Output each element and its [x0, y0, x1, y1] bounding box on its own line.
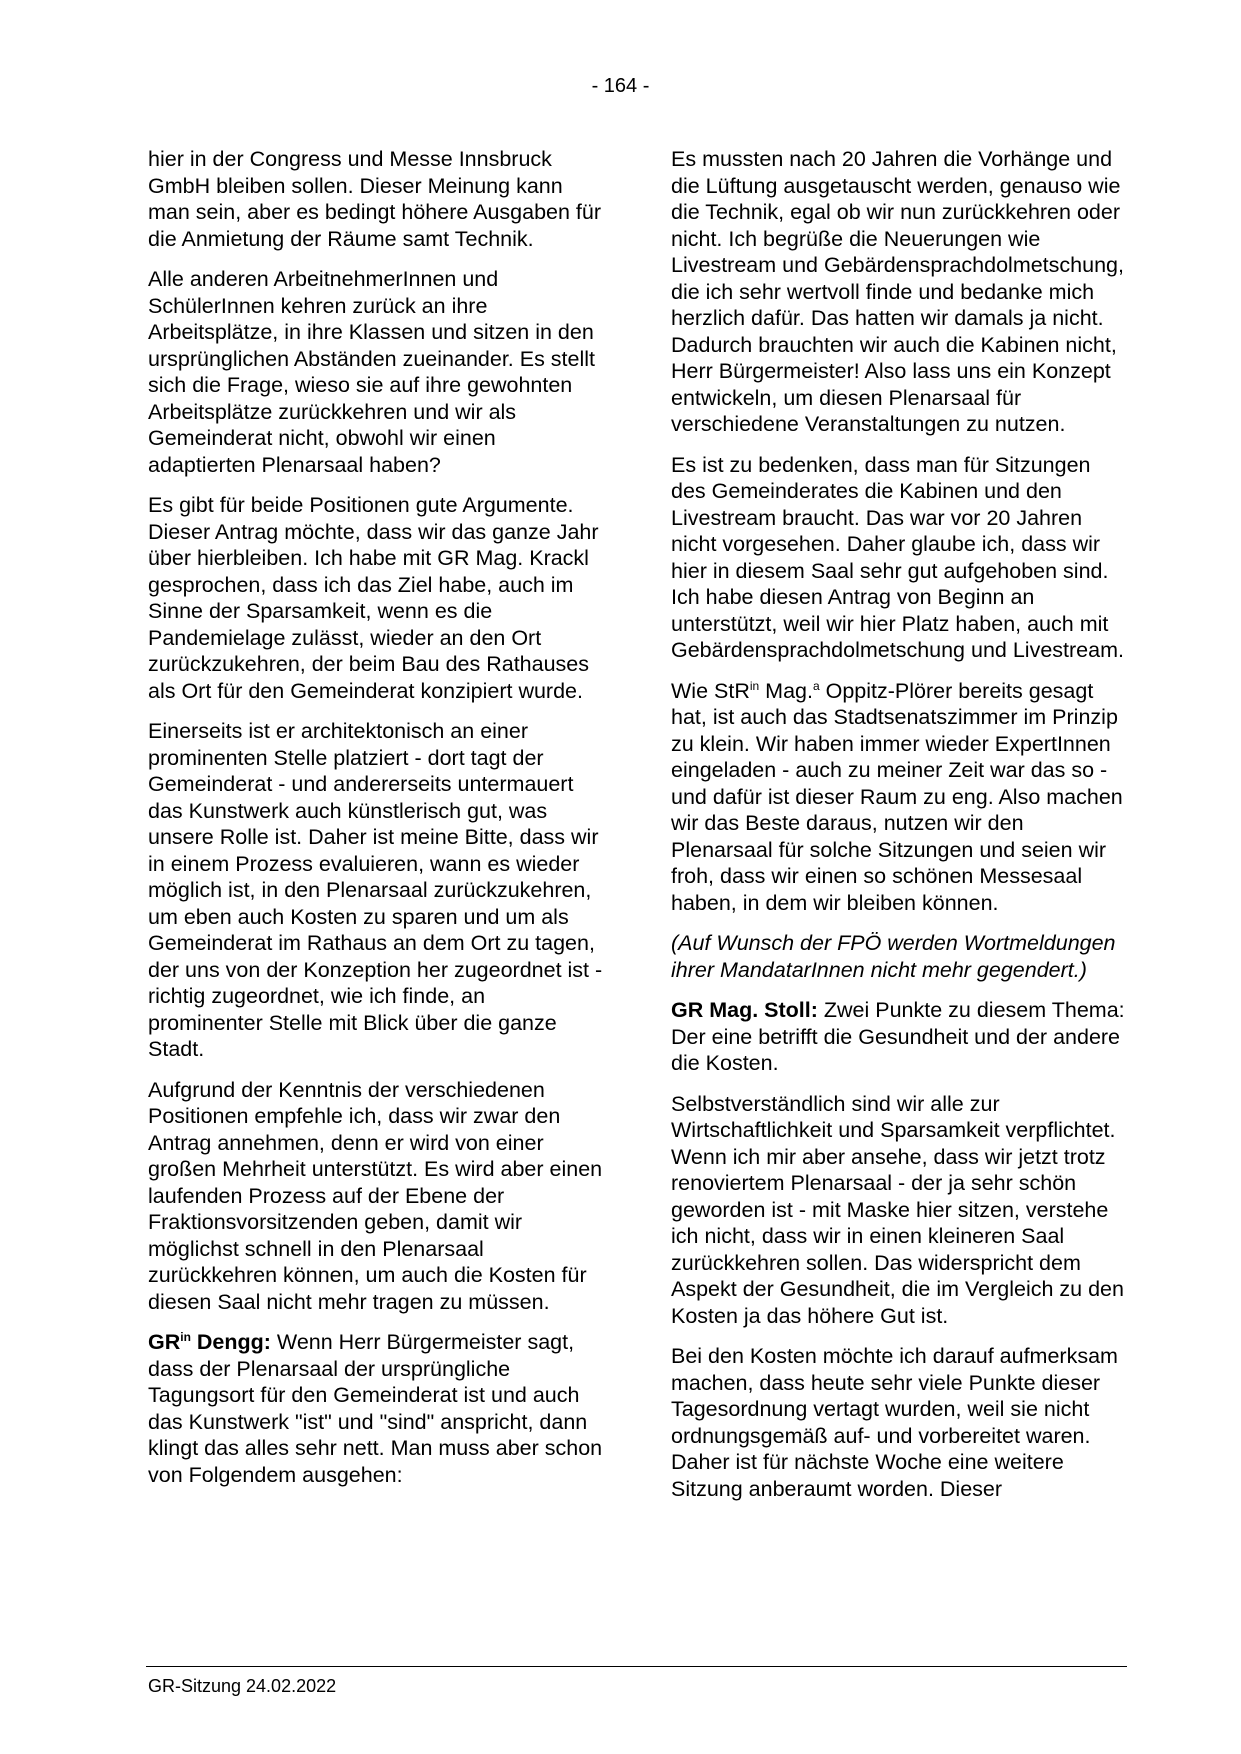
speaker-name: $GR^{in}$ Dengg:	[148, 1330, 271, 1354]
paragraph: hier in der Congress und Messe Innsbruck GmbH bleiben sollen. Dieser Meinung kann man sein, aber es bedingt höhere Ausgaben für die Anmietung der Räume samt Technik.	[148, 147, 602, 251]
paragraph: Selbstverständlich sind wir alle zur Wirtschaftlichkeit und Sparsamkeit verpflichtet. Wenn ich mir aber ansehe, dass wir jetzt trotz renoviertem Plenarsaal - der ja sehr schön geworden ist - mit Maske hier sitzen, verstehe ich nicht, dass wir in einen kleineren Saal zurückkehren sollen. Das widerspricht dem Aspekt der Gesundheit, die im Vergleich zu den Kosten ja das höhere Gut ist.	[671, 1091, 1124, 1328]
right-column	[671, 146, 1126, 1516]
speech-text: Wenn Herr Bürgermeister sagt, dass der Plenarsaal der ursprüngliche Tagungsort für den Gemeinderat ist und auch das Kunstwerk "ist" und "sind" anspricht, dann klingt das alles sehr nett. Man muss aber schon von Folgendem ausgehen:	[148, 1330, 603, 1487]
editorial-note: (Auf Wunsch der FPÖ werden Wortmeldungen ihrer MandatarInnen nicht mehr gegendert.)	[671, 931, 1116, 982]
left-column	[148, 146, 603, 1502]
paragraph: Bei den Kosten möchte ich darauf aufmerksam machen, dass heute sehr viele Punkte dieser Tagesordnung vertagt wurden, weil sie nicht ordnungsgemäß auf- und vorbereitet waren. Daher ist für nächste Woche eine weitere Sitzung anberaumt worden. Dieser	[671, 1344, 1118, 1501]
speech-stoll	[671, 997, 1126, 1077]
paragraph: Alle anderen ArbeitnehmerInnen und SchülerInnen kehren zurück an ihre Arbeitsplätze, in ihre Klassen und sitzen in den ursprünglichen Abständen zueinander. Es stellt sich die Frage, wieso sie auf ihre gewohnten Arbeitsplätze zurückkehren und wir als Gemeinderat nicht, obwohl wir einen adaptierten Plenarsaal haben?	[148, 267, 596, 477]
speech-text: Zwei Punkte zu diesem Thema: Der eine betrifft die Gesundheit und der andere die Kosten.	[671, 998, 1125, 1075]
paragraph: Es gibt für beide Positionen gute Argumente. Dieser Antrag möchte, dass wir das ganze Jahr über hierbleiben. Ich habe mit GR Mag. Krackl gesprochen, dass ich das Ziel habe, auch im Sinne der Sparsamkeit, wenn es die Pandemielage zulässt, wieder an den Ort zurückzukehren, der beim Bau des Rathauses als Ort für den Gemeinderat konzipiert wurde.	[148, 493, 599, 703]
paragraph: Wie StR$^{in}$ Mag.$^a$ Oppitz-Plörer bereits gesagt hat, ist auch das Stadtsenatszimmer im Prinzip zu klein. Wir haben immer wieder ExpertInnen eingeladen - auch zu meiner Zeit war das so - und dafür ist dieser Raum zu eng. Also machen wir das Beste daraus, nutzen wir den Plenarsaal für solche Sitzungen und seien wir froh, dass wir einen so schönen Messesaal haben, in dem wir bleiben können.	[671, 678, 1123, 915]
speech-dengg	[148, 1329, 603, 1488]
footer-divider	[146, 1666, 1127, 1667]
page-number: - 164 -	[591, 75, 650, 97]
speaker-name: GR Mag. Stoll:	[671, 998, 818, 1022]
paragraph: Einerseits ist er architektonisch an einer prominenten Stelle platziert - dort tagt der Gemeinderat - und andererseits untermauert das Kunstwerk auch künstlerisch gut, was unsere Rolle ist. Daher ist meine Bitte, dass wir in einem Prozess evaluieren, wann es wieder möglich ist, in den Plenarsaal zurückzukehren, um eben auch Kosten zu sparen und um als Gemeinderat im Rathaus an dem Ort zu tagen, der uns von der Konzeption her zugeordnet ist - richtig zugeordnet, wie ich finde, an prominenter Stelle mit Blick über die ganze Stadt.	[148, 719, 603, 1061]
paragraph: Aufgrund der Kenntnis der verschiedenen Positionen empfehle ich, dass wir zwar den Antrag annehmen, denn er wird von einer großen Mehrheit unterstützt. Es wird aber einen laufenden Prozess auf der Ebene der Fraktionsvorsitzenden geben, damit wir möglichst schnell in den Plenarsaal zurückkehren können, um auch die Kosten für diesen Saal nicht mehr tragen zu müssen.	[148, 1077, 603, 1314]
footer-text: GR-Sitzung 24.02.2022	[148, 1676, 337, 1696]
paragraph: Es mussten nach 20 Jahren die Vorhänge und die Lüftung ausgetauscht werden, genauso wie die Technik, egal ob wir nun zurückkehren oder nicht. Ich begrüße die Neuerungen wie Livestream und Gebärdensprachdolmetschung, die ich sehr wertvoll finde und bedanke mich herzlich dafür. Das hatten wir damals ja nicht. Dadurch brauchten wir auch die Kabinen nicht, Herr Bürgermeister! Also lass uns ein Konzept entwickeln, um diesen Plenarsaal für verschiedene Veranstaltungen zu nutzen.	[671, 147, 1124, 436]
paragraph: Es ist zu bedenken, dass man für Sitzungen des Gemeinderates die Kabinen und den Livestream braucht. Das war vor 20 Jahren nicht vorgesehen. Daher glaube ich, dass wir hier in diesem Saal sehr gut aufgehoben sind. Ich habe diesen Antrag von Beginn an unterstützt, weil wir hier Platz haben, auch mit Gebärdensprachdolmetschung und Livestream.	[671, 452, 1124, 662]
